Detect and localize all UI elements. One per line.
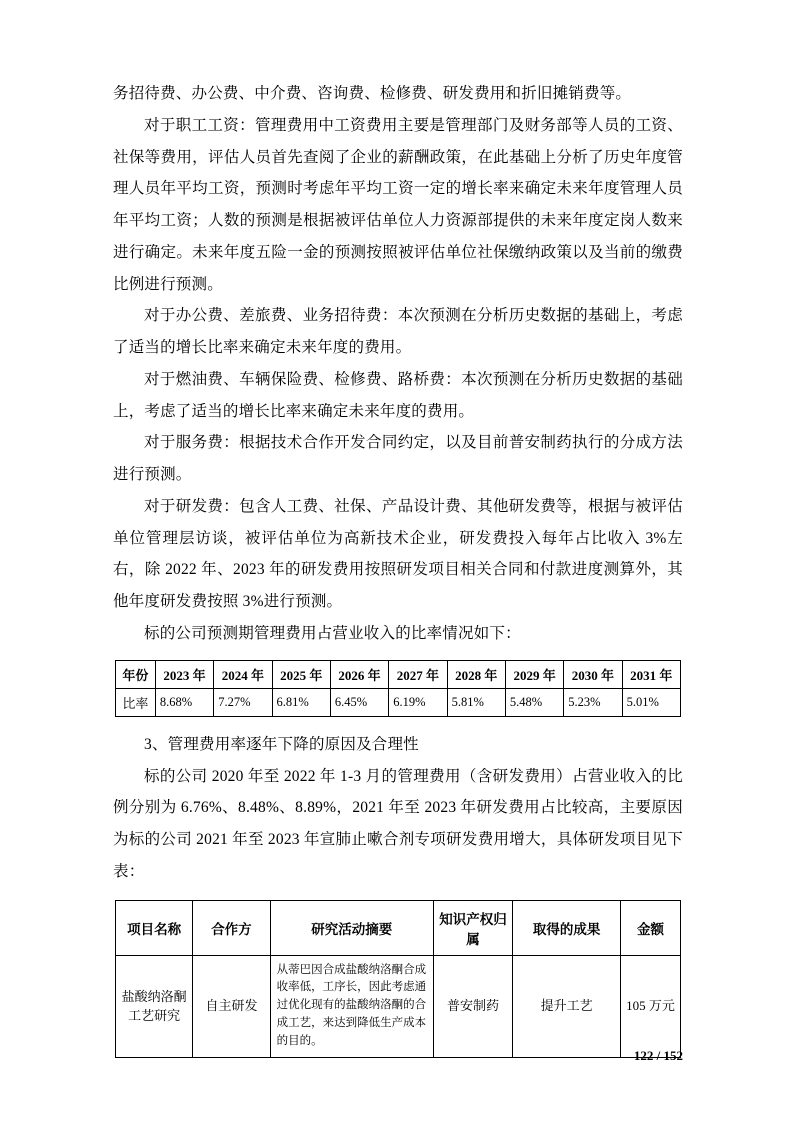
header-2023: 2023 年 xyxy=(155,660,213,688)
rd-project-table xyxy=(115,900,681,1058)
header-2024: 2024 年 xyxy=(214,660,272,688)
cell-partner: 自主研发 xyxy=(193,955,270,1057)
row-label-rate: 比率 xyxy=(116,688,156,716)
table-header-row xyxy=(116,660,681,688)
table-row xyxy=(116,688,681,716)
page-content xyxy=(113,78,683,1058)
cell-amount: 105 万元 xyxy=(621,955,681,1057)
header-2027: 2027 年 xyxy=(389,660,447,688)
header-2029: 2029 年 xyxy=(505,660,563,688)
header-project-name: 项目名称 xyxy=(116,900,193,955)
paragraph-7: 标的公司预测期管理费用占营业收入的比率情况如下： xyxy=(144,625,521,643)
rate-2024: 7.27% xyxy=(214,688,272,716)
rate-2023: 8.68% xyxy=(155,688,213,716)
paragraph-4: 对于燃油费、车辆保险费、检修费、路桥费：本次预测在分析历史数据的基础上，考虑了适当的增长比率来确定未来年度的费用。 xyxy=(113,370,683,420)
paragraph-after-heading: 标的公司 2020 年至 2022 年 1-3 月的管理费用（含研发费用）占营业收入的比例分别为 6.76%、8.48%、8.89%，2021 年至 2023 年研发费用占比较高，主要原因为标的公司 2021 年至 2023 年宣肺止嗽合剂专项研发费用增大，具体研发项目见下表： xyxy=(113,767,683,880)
cell-result: 提升工艺 xyxy=(513,955,621,1057)
header-amount: 金额 xyxy=(621,900,681,955)
header-year: 年份 xyxy=(116,660,156,688)
paragraph-2: 对于职工工资：管理费用中工资费用主要是管理部门及财务部等人员的工资、社保等费用，评估人员首先查阅了企业的薪酬政策，在此基础上分析了历史年度管理人员年平均工资，预测时考虑年平均工资一定的增长率来确定未来年度管理人员年平均工资；人数的预测是根据被评估单位人力资源部提供的未来年度定岗人数来进行确定。未来年度五险一金的预测按照被评估单位社保缴纳政策以及当前的缴费比例进行预测。 xyxy=(113,116,683,293)
section-heading: 3、管理费用率逐年下降的原因及合理性 xyxy=(144,735,419,753)
cell-research-summary: 从蒂巴因合成盐酸纳洛酮合成收率低，工序长，因此考虑通过优化现有的盐酸纳洛酮的合成工艺，来达到降低生产成本的目的。 xyxy=(270,955,433,1057)
header-research-summary: 研究活动摘要 xyxy=(270,900,433,955)
table-header-row xyxy=(116,900,681,955)
paragraph-6: 对于研发费：包含人工费、社保、产品设计费、其他研发费等，根据与被评估单位管理层访谈，被评估单位为高新技术企业，研发费投入每年占比收入 3%左右，除 2022 年、2023 年的研发费用按照研发项目相关合同和付款进度测算外，其他年度研发费按照 3%进行预测。 xyxy=(113,497,683,611)
cell-project-name: 盐酸纳洛酮工艺研究 xyxy=(116,955,193,1057)
header-result: 取得的成果 xyxy=(513,900,621,955)
rate-2030: 5.23% xyxy=(564,688,622,716)
header-2028: 2028 年 xyxy=(447,660,505,688)
paragraph-5: 对于服务费：根据技术合作开发合同约定，以及目前普安制药执行的分成方法进行预测。 xyxy=(113,434,683,484)
cell-ip-ownership: 普安制药 xyxy=(433,955,512,1057)
rate-2027: 6.19% xyxy=(389,688,447,716)
header-2031: 2031 年 xyxy=(622,660,680,688)
header-ip-ownership: 知识产权归属 xyxy=(433,900,512,955)
rate-2028: 5.81% xyxy=(447,688,505,716)
header-2025: 2025 年 xyxy=(272,660,330,688)
header-partner: 合作方 xyxy=(193,900,270,955)
header-2026: 2026 年 xyxy=(330,660,388,688)
rate-2025: 6.81% xyxy=(272,688,330,716)
paragraph-1: 务招待费、办公费、中介费、咨询费、检修费、研发费用和折旧摊销费等。 xyxy=(113,85,632,102)
table-row xyxy=(116,955,681,1057)
page-number: 122 / 152 xyxy=(633,1048,683,1063)
paragraph-3: 对于办公费、差旅费、业务招待费：本次预测在分析历史数据的基础上，考虑了适当的增长比率来确定未来年度的费用。 xyxy=(113,307,683,357)
rate-2026: 6.45% xyxy=(330,688,388,716)
management-expense-rate-table xyxy=(115,660,681,717)
rate-2031: 5.01% xyxy=(622,688,680,716)
rate-2029: 5.48% xyxy=(505,688,563,716)
header-2030: 2030 年 xyxy=(564,660,622,688)
